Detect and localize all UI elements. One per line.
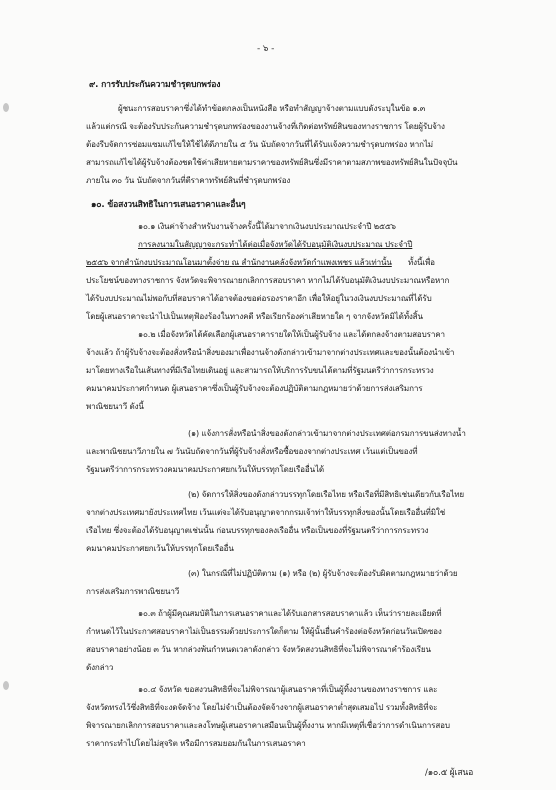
clause-10-4-line-1: ๑๐.๔ จังหวัด ขอสงวนสิทธิที่จะไม่พิจารณาผู้เสนอราคาที่เป็นผู้ทิ้งงานของทางราชการ และ [138,684,438,694]
clause-10-3-line-3: สอบราคาอย่างน้อย ๓ วัน หากล่วงพ้นกำหนดเวลาดังกล่าว จังหวัดสงวนสิทธิที่จะไม่พิจารณาคำร้องเรียน [86,644,431,654]
clause-10-1-line-2: การลงนามในสัญญาจะกระทำได้ต่อเมื่อจังหวัดได้รับอนุมัติเงินงบประมาณ ประจำปี [138,239,413,249]
clause-10-2-item-1-line-3: รัฐมนตรีว่าการกระทรวงคมนาคมประกาศยกเว้นให้บรรทุกโดยเรืออื่นได้ [86,464,325,474]
clause-10-1-line-1: ๑๐.๑ เงินค่าจ้างสำหรับงานจ้างครั้งนี้ได้มาจากเงินงบประมาณประจำปี ๒๕๕๖ [138,221,396,231]
clause-10-2-line-1: ๑๐.๒ เมื่อจังหวัดได้คัดเลือกผู้เสนอราคารายใดให้เป็นผู้รับจ้าง และได้ตกลงจ้างตามสอบราคา [138,329,445,339]
page-number: - ๖ - [257,44,275,54]
clause-10-4-line-4: ราคากระทำไปโดยไม่สุจริต หรือมีการสมยอมกันในการเสนอราคา [86,738,306,748]
clause-10-1-line-3: ๒๕๕๖ จากสำนักงบประมาณโอนมาตั้งจ่าย ณ สำนักงานคลังจังหวัดกำแพงเพชร แล้วเท่านั้น [86,257,392,267]
clause-10-2-item-3-line-2: การส่งเสริมการพาณิชยนาวี [86,586,180,596]
clause-10-3-line-4: ดังกล่าว [86,662,114,672]
clause-10-4-line-3: พิจารณายกเลิกการสอบราคาและลงโทษผู้เสนอราคาเสมือนเป็นผู้ทิ้งงาน หากมีเหตุที่เชื่อว่าการดำเนินการสอบ [86,720,450,730]
binder-hole-top [3,103,9,112]
continuation-marker: /๑๐.๕ ผู้เสนอ [425,768,474,778]
section-10-heading: ๑๐. ข้อสงวนสิทธิในการเสนอราคาและอื่นๆ [91,200,246,210]
clause-10-1-line-5: ได้รับงบประมาณไม่พอกับที่สอบราคาได้อาจต้องขอต่อรองราคาอีก เพื่อให้อยู่ในวงเงินงบประมาณที่ได้รับ [86,293,432,303]
clause-10-1-line-4: ประโยชน์ของทางราชการ จังหวัดจะพิจารณายกเลิกการสอบราคา หากไม่ได้รับอนุมัติเงินงบประมาณหรือหาก [86,275,450,285]
section-9-line-3: ต้องรีบจัดการซ่อมแซมแก้ไขให้ใช้ได้ดีภายใน ๕ วัน นับถัดจากวันที่ได้รับแจ้งความชำรุดบกพร่อง หากไม่ [86,139,433,149]
clause-10-2-item-3-line-1: (๓) ในกรณีที่ไม่ปฏิบัติตาม (๑) หรือ (๒) ผู้รับจ้างจะต้องรับผิดตามกฎหมายว่าด้วย [188,568,458,578]
clause-10-2-line-2: จ้างแล้ว ถ้าผู้รับจ้างจะต้องสั่งหรือนำสิ่งของมาเพื่องานจ้างดังกล่าวเข้ามาจากต่างประเทศและของนั้นต้องนำเข้า [86,347,455,357]
clause-10-2-item-2-line-1: (๒) จัดการให้สิ่งของดังกล่าวบรรทุกโดยเรือไทย หรือเรือที่มีสิทธิเช่นเดียวกับเรือไทย [188,489,465,499]
section-9-line-1: ผู้ชนะการสอบราคาซึ่งได้ทำข้อตกลงเป็นหนังสือ หรือทำสัญญาจ้างตามแบบดังระบุในข้อ ๑.๓ [118,103,426,113]
clause-10-3-line-1: ๑๐.๓ ถ้าผู้มีคุณสมบัติในการเสนอราคาและได้รับเอกสารสอบราคาแล้ว เห็นว่ารายละเอียดที่ [138,608,442,618]
clause-10-2-line-5: พาณิชยนาวี ดังนี้ [86,401,144,411]
clause-10-2-item-1-line-2: และพาณิชยนาวีภายใน ๗ วันนับถัดจากวันที่ผู้รับจ้างสั่งหรือซื้อของจากต่างประเทศ เว้นแต่เป็นของที่ [86,446,418,456]
clause-10-2-item-1-line-1: (๑) แจ้งการสั่งหรือนำสิ่งของดังกล่าวเข้ามาจากต่างประเทศต่อกรมการขนส่งทางน้ำ [188,428,466,438]
clause-10-3-line-2: กำหนดไว้ในประกาศสอบราคาไม่เป็นธรรมด้วยประการใดก็ตาม ให้ผู้นั้นยื่นคำร้องต่อจังหวัดก่อนวันเปิดซอง [86,626,442,636]
section-9-line-4: สามารถแก้ไขได้ผู้รับจ้างต้องชดใช้ค่าเสียหายตามราคาของทรัพย์สินซึ่งมีราคาตามสภาพของทรัพย์สินในปัจจุบัน [86,157,458,167]
clause-10-2-line-3: มาโดยทางเรือในเส้นทางที่มีเรือไทยเดินอยู่ และสามารถให้บริการรับขนได้ตามที่รัฐมนตรีว่าการกระทรวง [86,365,434,375]
clause-10-1-line-3-end: ทั้งนี้เพื่อ [408,257,435,267]
clause-10-1-line-6: โดยผู้เสนอราคาจะนำไปเป็นเหตุฟ้องร้องในทางคดี หรือเรียกร้องค่าเสียหายใด ๆ จากจังหวัดมิได้ทั้งสิ้น [86,311,423,321]
section-9-line-2: แล้วแต่กรณี จะต้องรับประกันความชำรุดบกพร่องของงานจ้างที่เกิดต่อทรัพย์สินของทางราชการ โดยผู้รับจ้าง [86,121,445,131]
clause-10-2-item-2-line-2: จากต่างประเทศมายังประเทศไทย เว้นแต่จะได้รับอนุญาตจากกรมเจ้าท่าให้บรรทุกสิ่งของนั้นโดยเรืออื่นที่มิใช่ [86,507,446,517]
binder-hole-bottom [3,681,9,690]
clause-10-2-line-4: คมนาคมประกาศกำหนด ผู้เสนอราคาซึ่งเป็นผู้รับจ้างจะต้องปฏิบัติตามกฎหมายว่าด้วยการส่งเสริมการ [86,383,423,393]
section-9-heading: ๙. การรับประกันความชำรุดบกพร่อง [89,80,221,90]
clause-10-4-line-2: จังหวัดทรงไว้ซึ่งสิทธิที่จะงดจัดจ้าง โดยไม่จำเป็นต้องจัดจ้างจากผู้เสนอราคาต่ำสุดเสมอไป รวมทั้งสิทธิที่จะ [86,702,438,712]
section-9-line-5: ภายใน ๓๐ วัน นับถัดจากวันที่ตีราคาทรัพย์สินที่ชำรุดบกพร่อง [86,175,291,185]
clause-10-2-item-2-line-4: คมนาคมประกาศยกเว้นให้บรรทุกโดยเรืออื่น [86,543,234,553]
clause-10-2-item-2-line-3: เรือไทย ซึ่งจะต้องได้รับอนุญาตเช่นนั้น ก่อนบรรทุกของลงเรืออื่น หรือเป็นของที่รัฐมนตรีว่าการกระทรวง [86,525,429,535]
